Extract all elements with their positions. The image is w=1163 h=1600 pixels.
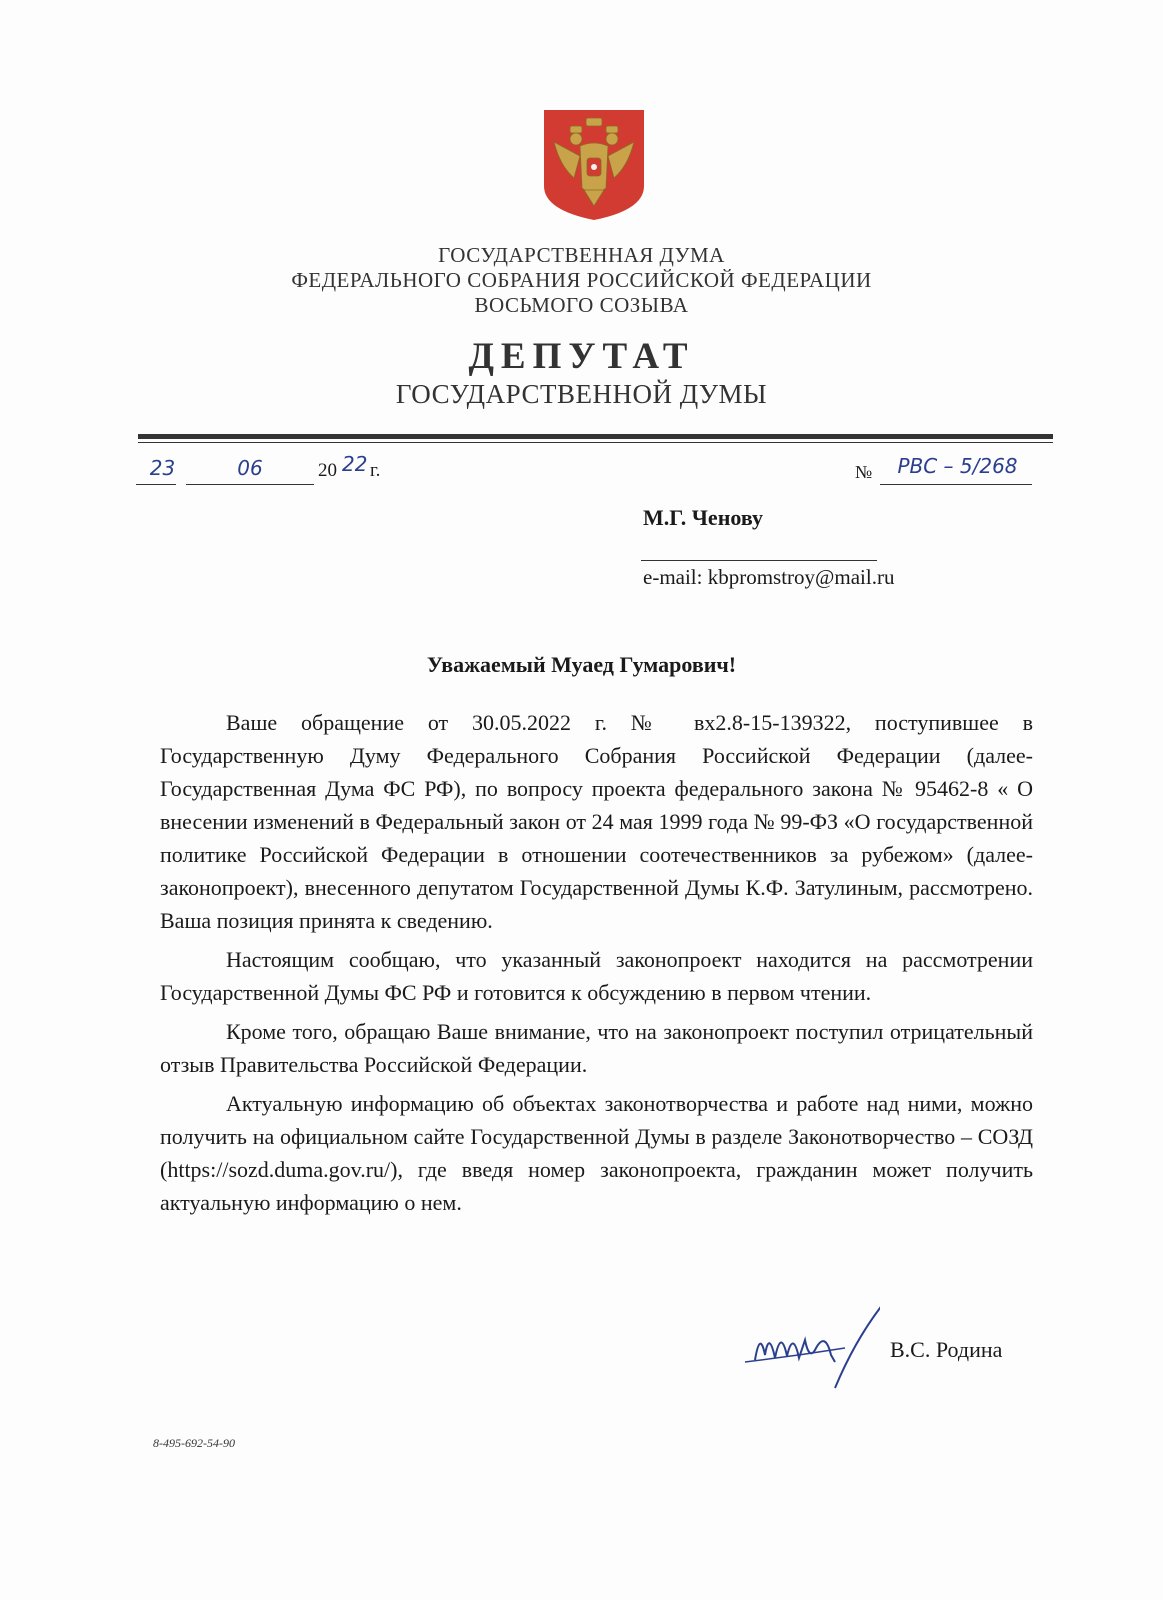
greeting: Уважаемый Муаед Гумарович! [426,652,737,677]
document-number: РВС – 5/268 [897,454,1018,478]
letterhead-title: ДЕПУТАТ [468,336,695,377]
recipient-underline [641,560,877,561]
contact-phone: 8-495-692-54-90 [153,1436,235,1450]
org-line-3: ВОСЬМОГО СОЗЫВА [474,293,689,317]
handwritten-signature [735,1300,880,1390]
document-number-label: № [855,462,873,482]
date-day-underline [136,484,176,485]
date-year-prefix: 20 [318,460,337,481]
paragraph: Кроме того, обращаю Ваше внимание, что на законопроект поступил отрицательный отзыв Правительства Российской Федерации. [160,1019,1033,1077]
date-month-underline [186,484,314,485]
date-month: 06 [237,456,263,480]
header-divider-thick [138,434,1053,439]
letter-body [160,706,1033,1225]
org-line-1: ГОСУДАРСТВЕННАЯ ДУМА [438,243,725,267]
coat-of-arms-icon [540,106,648,224]
org-line-2: ФЕДЕРАЛЬНОГО СОБРАНИЯ РОССИЙСКОЙ ФЕДЕРАЦИИ [291,268,872,292]
document-number-underline [880,484,1032,485]
header-divider-thin [138,442,1053,443]
letterhead-subtitle: ГОСУДАРСТВЕННОЙ ДУМЫ [395,379,768,409]
date-year-suffix: г. [370,460,381,481]
date-year: 22 [342,452,368,476]
paragraph: Настоящим сообщаю, что указанный законопроект находится на рассмотрении Государственной Думы ФС РФ и готовится к обсуждению в первом чтении. [160,947,1033,1005]
paragraph: Ваше обращение от 30.05.2022 г. № вх2.8-15-139322, поступившее в Государственную Думу Федерального Собрания Российской Федерации (далее- Государственная Дума ФС РФ), по вопросу проекта федерального закона № 95462-8 « О внесении изменений в Федеральный закон от 24 мая 1999 года № 99-ФЗ «О государственной политике Российской Федерации в отношении соотечественников за рубежом» (далее- законопроект), внесенного депутатом Государственной Думы К.Ф. Затулиным, рассмотрено. Ваша позиция принята к сведению. [160,710,1033,933]
recipient-name: М.Г. Ченову [643,505,763,530]
paragraph: Актуальную информацию об объектах законотворчества и работе над ними, можно получить на официальном сайте Государственной Думы в разделе Законотворчество – СОЗД (https://sozd.duma.gov.ru/), где введя номер законопроекта, гражданин может получить актуальную информацию о нем. [160,1091,1033,1215]
recipient-email: e-mail: kbpromstroy@mail.ru [643,565,895,589]
date-day: 23 [149,456,176,480]
signer-name: В.С. Родина [890,1337,1003,1362]
